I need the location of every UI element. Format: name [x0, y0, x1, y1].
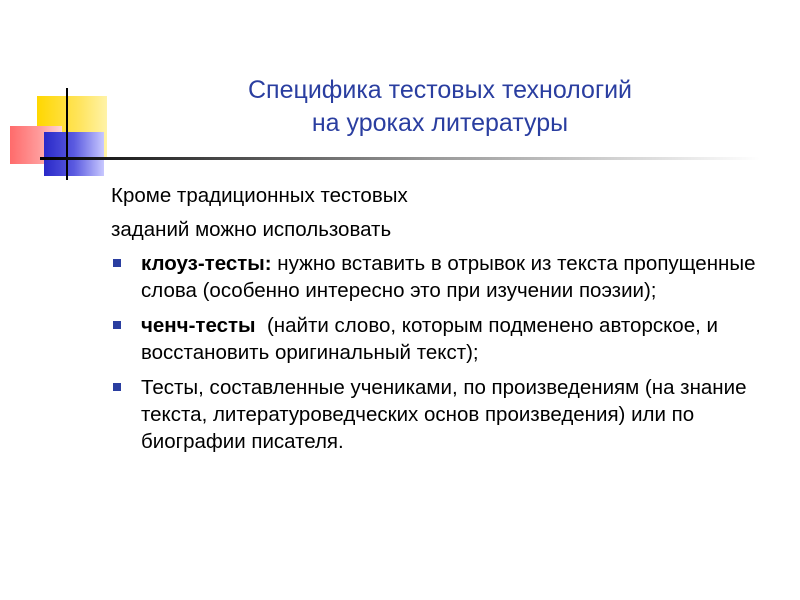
- bullet-square-icon: [113, 321, 121, 329]
- decor-blue-square: [44, 132, 104, 176]
- intro-line-1: Кроме традиционных тестовых: [111, 184, 408, 207]
- intro-line-2: заданий можно использовать: [111, 218, 392, 241]
- bullet-text: нужно вставить в отрывок из текста пропущенные слова (особенно интересно это при изучении поэзии);: [141, 252, 756, 302]
- slide-body: [111, 182, 771, 463]
- bullet-item-student-tests: [111, 374, 771, 455]
- slide-title: [140, 74, 740, 140]
- bullet-square-icon: [113, 259, 121, 267]
- bullet-item-cloze-tests: [111, 250, 771, 304]
- bullet-text: (найти слово, которым подменено авторское, и восстановить оригинальный текст);: [141, 314, 724, 364]
- decor-vertical-line: [66, 88, 68, 180]
- slide-title-line-2: на уроках литературы: [311, 109, 569, 137]
- bullet-text: Тесты, составленные учениками, по произведениям (на знание текста, литературоведческих основ произведения) или по биографии писателя.: [141, 376, 747, 453]
- bullet-item-change-tests: [111, 312, 771, 366]
- bullet-term: ченч-тесты: [141, 314, 256, 337]
- title-underline: [40, 157, 760, 160]
- bullet-list: [111, 250, 771, 455]
- intro-text: [111, 182, 771, 243]
- bullet-square-icon: [113, 383, 121, 391]
- bullet-term: клоуз-тесты:: [141, 252, 272, 275]
- slide-title-line-1: Специфика тестовых технологий: [248, 76, 632, 104]
